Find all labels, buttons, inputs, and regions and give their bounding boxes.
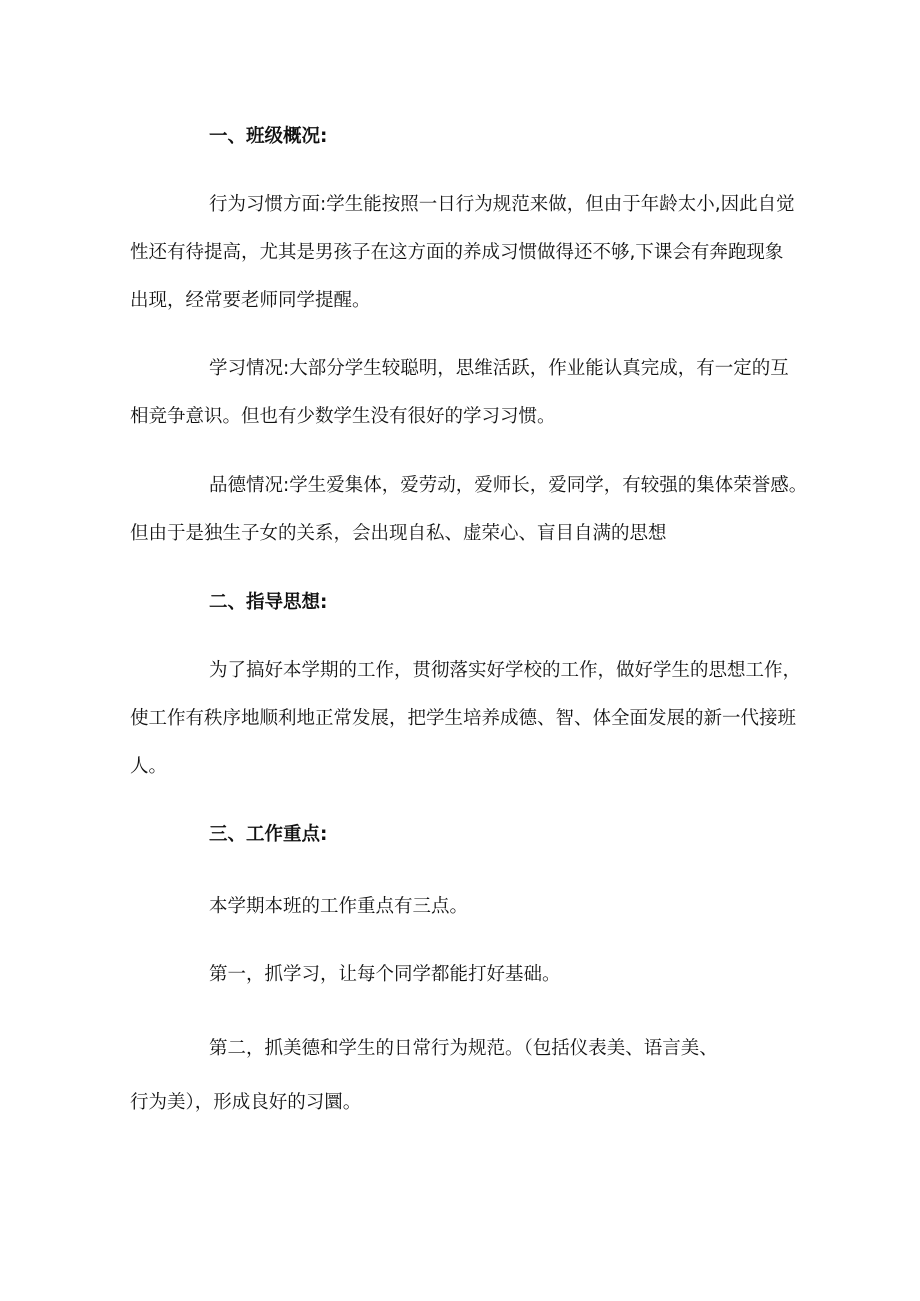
paragraph-guiding: [130, 647, 802, 791]
paragraph-line: 第一，抓学习，让每个同学都能打好基础。: [209, 964, 561, 985]
section-heading-overview: 一、班级概况:: [209, 126, 328, 147]
paragraph-line: 行为美），形成良好的习圜。: [130, 1092, 362, 1113]
paragraph-line: 本学期本班的工作重点有三点。: [209, 896, 469, 917]
paragraph-line: 学习情况:大部分学生较聪明，思维活跃，作业能认真完成，有一定的互: [209, 358, 789, 379]
paragraph-focus-intro: [130, 883, 794, 931]
paragraph-line: 但由于是独生子女的关系，会出现自私、虚荣心、盲目自满的思想: [130, 523, 667, 544]
section-heading-guiding: 二、指导思想:: [209, 592, 328, 613]
paragraph-line: 品德情况:学生爱集体，爱劳动，爱师长，爱同学，有较强的集体荣誉感。: [209, 475, 808, 496]
paragraph-line: 使工作有秩序地顺利地正常发展，把学生培养成德、智、体全面发展的新一代接班: [130, 708, 797, 729]
paragraph-line: 相竞争意识。但也有少数学生没有很好的学习习惯。: [130, 406, 556, 427]
paragraph-line: 为了搞好本学期的工作，贯彻落实好学校的工作，做好学生的思想工作，: [209, 660, 802, 681]
paragraph-line: 第二，抓美德和学生的日常行为规范。（包括仪表美、语言美、: [209, 1038, 718, 1059]
paragraph-focus-first: [130, 951, 794, 999]
paragraph-behavior: [130, 181, 794, 325]
paragraph-focus-second: [130, 1025, 794, 1127]
paragraph-line: 出现，经常要老师同学提醒。: [130, 290, 371, 311]
paragraph-line: 人。: [130, 756, 168, 777]
paragraph-line: 性还有待提高，尤其是男孩子在这方面的养成习惯做得还不够,下课会有奔跑现象: [130, 242, 784, 263]
section-heading-focus: 三、工作重点:: [209, 824, 328, 845]
paragraph-line: 行为习惯方面:学生能按照一日行为规范来做，但由于年龄太小,因此自觉: [209, 194, 795, 215]
paragraph-study: [130, 345, 794, 441]
paragraph-morality: [130, 462, 808, 558]
